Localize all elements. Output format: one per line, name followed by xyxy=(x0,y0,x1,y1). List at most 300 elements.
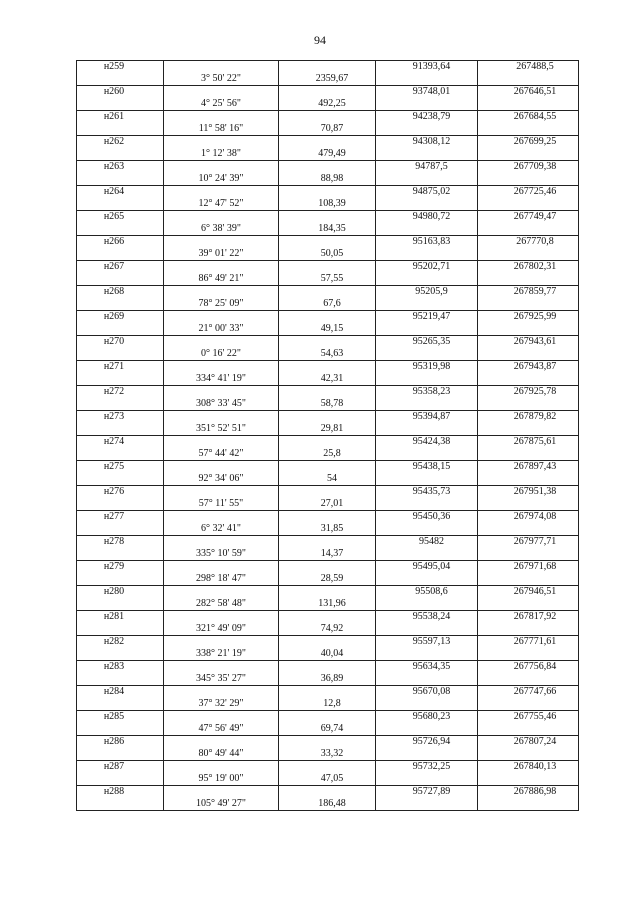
segment-angle: 11° 58' 16" xyxy=(164,123,279,136)
point-name: н270 xyxy=(77,336,164,349)
point-name: н277 xyxy=(77,511,164,524)
point-y: 267646,51 xyxy=(478,86,579,99)
segment-distance: 50,05 xyxy=(279,248,376,261)
point-x: 95482 xyxy=(376,536,478,549)
point-row xyxy=(77,361,579,374)
segment-row xyxy=(77,673,579,686)
segment-angle: 345° 35' 27" xyxy=(164,673,279,686)
segment-distance: 47,05 xyxy=(279,773,376,786)
segment-distance: 36,89 xyxy=(279,673,376,686)
point-row xyxy=(77,786,579,799)
point-y: 267749,47 xyxy=(478,211,579,224)
empty-cell xyxy=(376,598,478,611)
segment-distance: 2359,67 xyxy=(279,73,376,86)
segment-row xyxy=(77,798,579,811)
segment-angle: 21° 00' 33" xyxy=(164,323,279,336)
empty-cell xyxy=(77,373,164,386)
empty-cell xyxy=(77,398,164,411)
empty-cell xyxy=(376,773,478,786)
point-y: 267977,71 xyxy=(478,536,579,549)
empty-cell xyxy=(77,273,164,286)
point-name: н264 xyxy=(77,186,164,199)
empty-cell xyxy=(478,373,579,386)
segment-angle: 351° 52' 51" xyxy=(164,423,279,436)
point-y: 267802,31 xyxy=(478,261,579,274)
empty-cell xyxy=(279,311,376,324)
segment-angle: 335° 10' 59" xyxy=(164,548,279,561)
point-row xyxy=(77,111,579,124)
point-x: 94875,02 xyxy=(376,186,478,199)
point-row xyxy=(77,586,579,599)
empty-cell xyxy=(164,761,279,774)
point-x: 94238,79 xyxy=(376,111,478,124)
point-x: 95163,83 xyxy=(376,236,478,249)
empty-cell xyxy=(478,673,579,686)
empty-cell xyxy=(478,198,579,211)
empty-cell xyxy=(478,623,579,636)
point-x: 95202,71 xyxy=(376,261,478,274)
point-row xyxy=(77,686,579,699)
point-name: н275 xyxy=(77,461,164,474)
empty-cell xyxy=(478,573,579,586)
segment-row xyxy=(77,223,579,236)
empty-cell xyxy=(376,73,478,86)
empty-cell xyxy=(478,423,579,436)
segment-row xyxy=(77,523,579,536)
empty-cell xyxy=(279,586,376,599)
empty-cell xyxy=(279,686,376,699)
empty-cell xyxy=(478,273,579,286)
empty-cell xyxy=(376,673,478,686)
segment-angle: 80° 49' 44" xyxy=(164,748,279,761)
point-y: 267747,66 xyxy=(478,686,579,699)
segment-row xyxy=(77,373,579,386)
segment-row xyxy=(77,548,579,561)
segment-angle: 47° 56' 49" xyxy=(164,723,279,736)
segment-distance: 184,35 xyxy=(279,223,376,236)
empty-cell xyxy=(77,773,164,786)
empty-cell xyxy=(279,486,376,499)
point-x: 91393,64 xyxy=(376,61,478,74)
empty-cell xyxy=(376,123,478,136)
point-name: н280 xyxy=(77,586,164,599)
point-x: 94308,12 xyxy=(376,136,478,149)
point-row xyxy=(77,611,579,624)
point-x: 95394,87 xyxy=(376,411,478,424)
empty-cell xyxy=(279,411,376,424)
segment-distance: 492,25 xyxy=(279,98,376,111)
point-row xyxy=(77,711,579,724)
segment-angle: 321° 49' 09" xyxy=(164,623,279,636)
point-y: 267488,5 xyxy=(478,61,579,74)
segment-angle: 86° 49' 21" xyxy=(164,273,279,286)
segment-distance: 40,04 xyxy=(279,648,376,661)
point-name: н285 xyxy=(77,711,164,724)
point-name: н274 xyxy=(77,436,164,449)
empty-cell xyxy=(478,723,579,736)
empty-cell xyxy=(279,336,376,349)
segment-angle: 338° 21' 19" xyxy=(164,648,279,661)
point-y: 267879,82 xyxy=(478,411,579,424)
point-row xyxy=(77,436,579,449)
coordinates-table xyxy=(76,60,579,811)
point-x: 95219,47 xyxy=(376,311,478,324)
empty-cell xyxy=(164,786,279,799)
segment-angle: 78° 25' 09" xyxy=(164,298,279,311)
empty-cell xyxy=(77,748,164,761)
segment-row xyxy=(77,573,579,586)
segment-distance: 14,37 xyxy=(279,548,376,561)
point-name: н269 xyxy=(77,311,164,324)
point-name: н266 xyxy=(77,236,164,249)
empty-cell xyxy=(164,86,279,99)
segment-row xyxy=(77,648,579,661)
empty-cell xyxy=(376,398,478,411)
empty-cell xyxy=(164,361,279,374)
point-name: н273 xyxy=(77,411,164,424)
empty-cell xyxy=(376,523,478,536)
empty-cell xyxy=(164,711,279,724)
point-row xyxy=(77,561,579,574)
segment-angle: 4° 25' 56" xyxy=(164,98,279,111)
segment-angle: 12° 47' 52" xyxy=(164,198,279,211)
empty-cell xyxy=(279,561,376,574)
empty-cell xyxy=(279,736,376,749)
point-name: н265 xyxy=(77,211,164,224)
empty-cell xyxy=(77,198,164,211)
segment-distance: 70,87 xyxy=(279,123,376,136)
point-row xyxy=(77,486,579,499)
point-x: 95450,36 xyxy=(376,511,478,524)
empty-cell xyxy=(279,386,376,399)
empty-cell xyxy=(164,611,279,624)
segment-row xyxy=(77,98,579,111)
point-y: 267725,46 xyxy=(478,186,579,199)
segment-angle: 6° 38' 39" xyxy=(164,223,279,236)
empty-cell xyxy=(164,236,279,249)
point-name: н262 xyxy=(77,136,164,149)
empty-cell xyxy=(376,148,478,161)
empty-cell xyxy=(279,761,376,774)
segment-distance: 67,6 xyxy=(279,298,376,311)
point-y: 267756,84 xyxy=(478,661,579,674)
empty-cell xyxy=(279,111,376,124)
empty-cell xyxy=(279,436,376,449)
empty-cell xyxy=(77,248,164,261)
empty-cell xyxy=(77,798,164,811)
segment-angle: 10° 24' 39" xyxy=(164,173,279,186)
point-name: н272 xyxy=(77,386,164,399)
empty-cell xyxy=(279,611,376,624)
point-x: 95680,23 xyxy=(376,711,478,724)
empty-cell xyxy=(279,786,376,799)
point-name: н267 xyxy=(77,261,164,274)
empty-cell xyxy=(478,123,579,136)
empty-cell xyxy=(478,98,579,111)
empty-cell xyxy=(77,548,164,561)
point-row xyxy=(77,186,579,199)
segment-distance: 28,59 xyxy=(279,573,376,586)
point-x: 95424,38 xyxy=(376,436,478,449)
point-name: н281 xyxy=(77,611,164,624)
empty-cell xyxy=(478,348,579,361)
point-y: 267971,68 xyxy=(478,561,579,574)
empty-cell xyxy=(478,523,579,536)
point-y: 267770,8 xyxy=(478,236,579,249)
segment-row xyxy=(77,248,579,261)
empty-cell xyxy=(376,723,478,736)
segment-angle: 298° 18' 47" xyxy=(164,573,279,586)
point-row xyxy=(77,386,579,399)
point-name: н268 xyxy=(77,286,164,299)
point-y: 267699,25 xyxy=(478,136,579,149)
empty-cell xyxy=(279,511,376,524)
empty-cell xyxy=(279,136,376,149)
point-name: н276 xyxy=(77,486,164,499)
empty-cell xyxy=(164,486,279,499)
point-row xyxy=(77,261,579,274)
empty-cell xyxy=(164,511,279,524)
segment-row xyxy=(77,748,579,761)
empty-cell xyxy=(478,748,579,761)
segment-distance: 131,96 xyxy=(279,598,376,611)
empty-cell xyxy=(164,561,279,574)
point-y: 267817,92 xyxy=(478,611,579,624)
empty-cell xyxy=(478,448,579,461)
empty-cell xyxy=(478,598,579,611)
segment-angle: 105° 49' 27" xyxy=(164,798,279,811)
empty-cell xyxy=(279,86,376,99)
empty-cell xyxy=(478,398,579,411)
empty-cell xyxy=(478,323,579,336)
point-y: 267875,61 xyxy=(478,436,579,449)
point-name: н260 xyxy=(77,86,164,99)
empty-cell xyxy=(77,348,164,361)
empty-cell xyxy=(376,298,478,311)
empty-cell xyxy=(376,623,478,636)
point-row xyxy=(77,461,579,474)
empty-cell xyxy=(478,148,579,161)
point-row xyxy=(77,661,579,674)
segment-distance: 69,74 xyxy=(279,723,376,736)
point-y: 267943,87 xyxy=(478,361,579,374)
empty-cell xyxy=(279,61,376,74)
empty-cell xyxy=(478,698,579,711)
point-row xyxy=(77,411,579,424)
empty-cell xyxy=(164,211,279,224)
empty-cell xyxy=(77,298,164,311)
point-row xyxy=(77,136,579,149)
segment-row xyxy=(77,198,579,211)
segment-distance: 29,81 xyxy=(279,423,376,436)
point-x: 95495,04 xyxy=(376,561,478,574)
segment-angle: 1° 12' 38" xyxy=(164,148,279,161)
segment-angle: 57° 44' 42" xyxy=(164,448,279,461)
empty-cell xyxy=(164,411,279,424)
segment-distance: 25,8 xyxy=(279,448,376,461)
empty-cell xyxy=(279,236,376,249)
coordinates-table-body xyxy=(77,61,579,811)
segment-distance: 108,39 xyxy=(279,198,376,211)
point-name: н259 xyxy=(77,61,164,74)
segment-row xyxy=(77,448,579,461)
empty-cell xyxy=(164,161,279,174)
empty-cell xyxy=(164,336,279,349)
point-y: 267943,61 xyxy=(478,336,579,349)
empty-cell xyxy=(478,548,579,561)
point-x: 95634,35 xyxy=(376,661,478,674)
empty-cell xyxy=(164,386,279,399)
empty-cell xyxy=(77,173,164,186)
segment-row xyxy=(77,423,579,436)
empty-cell xyxy=(164,636,279,649)
point-x: 94787,5 xyxy=(376,161,478,174)
empty-cell xyxy=(77,148,164,161)
point-name: н282 xyxy=(77,636,164,649)
segment-distance: 12,8 xyxy=(279,698,376,711)
empty-cell xyxy=(376,748,478,761)
empty-cell xyxy=(279,361,376,374)
empty-cell xyxy=(164,136,279,149)
point-y: 267974,08 xyxy=(478,511,579,524)
segment-distance: 58,78 xyxy=(279,398,376,411)
empty-cell xyxy=(279,636,376,649)
segment-distance: 54,63 xyxy=(279,348,376,361)
point-x: 95727,89 xyxy=(376,786,478,799)
segment-distance: 42,31 xyxy=(279,373,376,386)
point-row xyxy=(77,161,579,174)
point-name: н286 xyxy=(77,736,164,749)
empty-cell xyxy=(478,498,579,511)
page-number: 94 xyxy=(314,33,326,47)
segment-angle: 0° 16' 22" xyxy=(164,348,279,361)
empty-cell xyxy=(376,473,478,486)
point-row xyxy=(77,761,579,774)
empty-cell xyxy=(376,498,478,511)
segment-distance: 54 xyxy=(279,473,376,486)
point-name: н263 xyxy=(77,161,164,174)
empty-cell xyxy=(77,623,164,636)
empty-cell xyxy=(478,248,579,261)
empty-cell xyxy=(376,323,478,336)
point-row xyxy=(77,536,579,549)
point-y: 267925,78 xyxy=(478,386,579,399)
point-x: 93748,01 xyxy=(376,86,478,99)
segment-angle: 3° 50' 22" xyxy=(164,73,279,86)
segment-distance: 88,98 xyxy=(279,173,376,186)
empty-cell xyxy=(376,548,478,561)
empty-cell xyxy=(478,473,579,486)
empty-cell xyxy=(77,98,164,111)
segment-angle: 39° 01' 22" xyxy=(164,248,279,261)
empty-cell xyxy=(164,686,279,699)
empty-cell xyxy=(376,448,478,461)
segment-row xyxy=(77,698,579,711)
empty-cell xyxy=(376,698,478,711)
segment-angle: 57° 11' 55" xyxy=(164,498,279,511)
point-name: н283 xyxy=(77,661,164,674)
empty-cell xyxy=(478,73,579,86)
point-row xyxy=(77,736,579,749)
point-x: 95265,35 xyxy=(376,336,478,349)
empty-cell xyxy=(77,673,164,686)
segment-distance: 27,01 xyxy=(279,498,376,511)
segment-distance: 479,49 xyxy=(279,148,376,161)
segment-row xyxy=(77,323,579,336)
empty-cell xyxy=(279,186,376,199)
empty-cell xyxy=(164,286,279,299)
segment-row xyxy=(77,273,579,286)
empty-cell xyxy=(77,648,164,661)
point-y: 267755,46 xyxy=(478,711,579,724)
segment-angle: 37° 32' 29" xyxy=(164,698,279,711)
point-row xyxy=(77,311,579,324)
segment-row xyxy=(77,123,579,136)
empty-cell xyxy=(376,223,478,236)
point-x: 95508,6 xyxy=(376,586,478,599)
point-x: 95597,13 xyxy=(376,636,478,649)
empty-cell xyxy=(77,723,164,736)
empty-cell xyxy=(279,286,376,299)
empty-cell xyxy=(164,536,279,549)
segment-row xyxy=(77,473,579,486)
empty-cell xyxy=(77,323,164,336)
empty-cell xyxy=(77,473,164,486)
empty-cell xyxy=(279,711,376,724)
empty-cell xyxy=(279,161,376,174)
segment-row xyxy=(77,398,579,411)
point-x: 95319,98 xyxy=(376,361,478,374)
empty-cell xyxy=(376,248,478,261)
point-y: 267709,38 xyxy=(478,161,579,174)
empty-cell xyxy=(478,798,579,811)
segment-distance: 57,55 xyxy=(279,273,376,286)
point-x: 95358,23 xyxy=(376,386,478,399)
point-row xyxy=(77,86,579,99)
segment-angle: 334° 41' 19" xyxy=(164,373,279,386)
empty-cell xyxy=(164,111,279,124)
empty-cell xyxy=(77,498,164,511)
point-x: 94980,72 xyxy=(376,211,478,224)
point-row xyxy=(77,511,579,524)
point-x: 95732,25 xyxy=(376,761,478,774)
segment-distance: 31,85 xyxy=(279,523,376,536)
empty-cell xyxy=(376,423,478,436)
point-name: н284 xyxy=(77,686,164,699)
empty-cell xyxy=(164,311,279,324)
segment-distance: 186,48 xyxy=(279,798,376,811)
empty-cell xyxy=(77,698,164,711)
point-x: 95670,08 xyxy=(376,686,478,699)
point-x: 95438,15 xyxy=(376,461,478,474)
point-y: 267807,24 xyxy=(478,736,579,749)
point-name: н261 xyxy=(77,111,164,124)
empty-cell xyxy=(478,298,579,311)
empty-cell xyxy=(77,598,164,611)
empty-cell xyxy=(478,648,579,661)
empty-cell xyxy=(478,223,579,236)
segment-row xyxy=(77,173,579,186)
point-y: 267771,61 xyxy=(478,636,579,649)
segment-row xyxy=(77,148,579,161)
empty-cell xyxy=(376,348,478,361)
segment-distance: 74,92 xyxy=(279,623,376,636)
point-y: 267951,38 xyxy=(478,486,579,499)
point-row xyxy=(77,236,579,249)
point-y: 267946,51 xyxy=(478,586,579,599)
point-y: 267925,99 xyxy=(478,311,579,324)
empty-cell xyxy=(77,223,164,236)
